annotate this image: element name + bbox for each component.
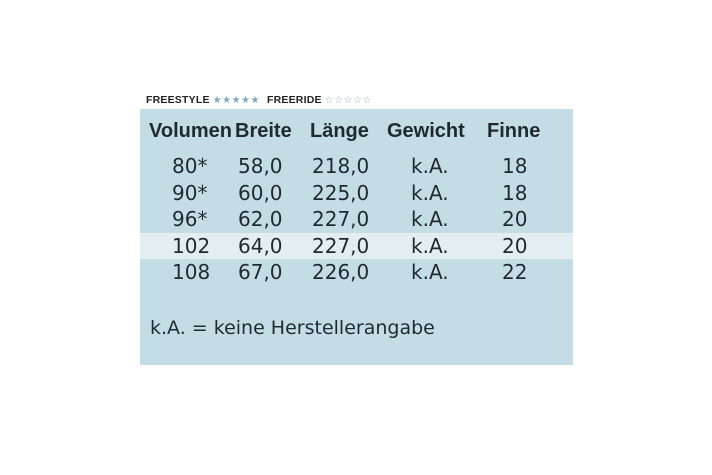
cell-gewicht: k.A. [411,181,449,205]
cell-finne: 18 [502,154,528,178]
cell-volumen: 90* [172,181,208,205]
cell-finne: 20 [502,234,528,258]
cell-laenge: 225,0 [312,181,370,205]
cell-laenge: 218,0 [312,154,370,178]
header-gewicht: Gewicht [387,120,465,142]
specs-table [140,109,573,365]
cell-volumen: 108 [172,260,211,284]
cell-finne: 18 [502,181,528,205]
rating-label-freeride: FREERIDE [266,94,322,106]
cell-breite: 58,0 [238,154,283,178]
footnote: k.A. = keine Herstellerangabe [150,317,435,339]
header-volumen: Volumen [149,120,232,142]
cell-breite: 62,0 [238,207,283,231]
cell-gewicht: k.A. [411,234,449,258]
rating-bar [146,92,379,108]
header-finne: Finne [487,120,541,142]
cell-finne: 22 [502,260,528,284]
cell-gewicht: k.A. [411,207,449,231]
cell-laenge: 227,0 [312,207,370,231]
cell-volumen: 102 [172,234,211,258]
rating-label-freestyle: FREESTYLE [146,94,210,106]
cell-breite: 60,0 [238,181,283,205]
cell-gewicht: k.A. [411,260,449,284]
cell-breite: 67,0 [238,260,283,284]
cell-gewicht: k.A. [411,154,449,178]
cell-breite: 64,0 [238,234,283,258]
cell-laenge: 227,0 [312,234,370,258]
cell-volumen: 80* [172,154,208,178]
cell-laenge: 226,0 [312,260,370,284]
header-laenge: Länge [310,120,369,142]
header-breite: Breite [235,120,292,142]
freestyle-stars-icon: ★★★★★ [212,94,260,106]
cell-finne: 20 [502,207,528,231]
cell-volumen: 96* [172,207,208,231]
freeride-stars-icon: ☆☆☆☆☆ [324,94,373,106]
